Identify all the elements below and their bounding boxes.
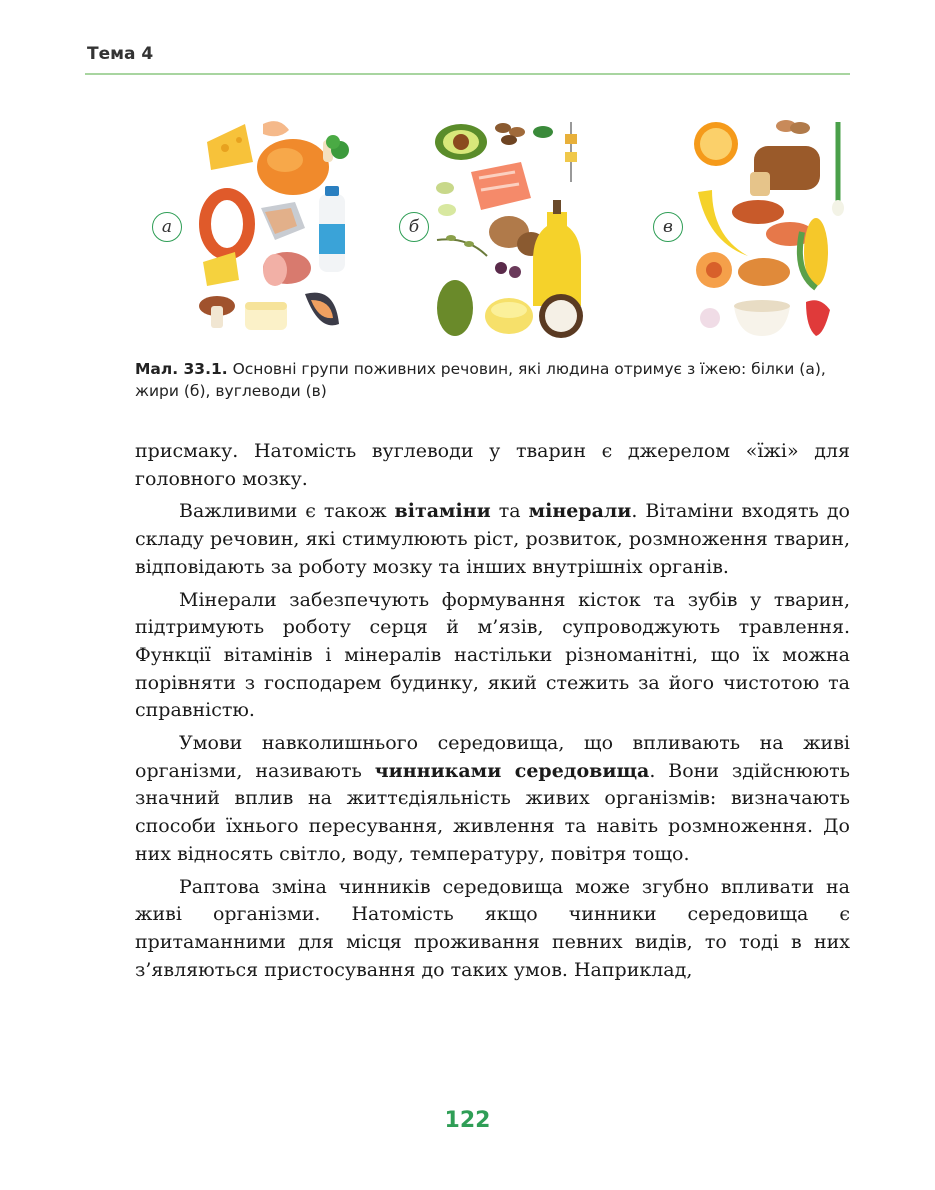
paragraph-4: Умови навколишнього середовища, що впливають на живі організми, називають чинниками середовища. Вони здійснюють значний вплив на життєдіяльність живих організмів: визначають способи їхнього пересування, живлення та навіть розмноження. До них відносять світло, воду, температуру, повітря тощо. bbox=[135, 732, 850, 865]
olive-branch-icon bbox=[437, 235, 487, 256]
paragraph-2: Важливими є також вітаміни та мінерали. Вітаміни входять до складу речовин, які стимулюють ріст, розвиток, розмноження тварин, відповідають за роботу мозку та інших внутрішніх органів. bbox=[135, 500, 850, 578]
butter-icon bbox=[485, 298, 533, 334]
skewer-icon bbox=[565, 122, 577, 182]
ham-icon bbox=[263, 252, 311, 286]
tofu-icon bbox=[245, 302, 287, 330]
term-environmental-factors: чинниками середовища bbox=[374, 759, 650, 782]
header-divider bbox=[85, 73, 850, 75]
bread-icon bbox=[750, 146, 820, 196]
cheese-icon bbox=[207, 124, 253, 170]
leaf-icon bbox=[533, 126, 553, 138]
term-minerals: мінерали bbox=[528, 500, 632, 523]
pear-icon bbox=[437, 280, 473, 336]
orange-icon bbox=[694, 122, 738, 166]
milk-bottle-icon bbox=[319, 186, 345, 272]
label-a: а bbox=[152, 212, 182, 242]
nuts-icon bbox=[495, 123, 525, 145]
fat-foods-illustration bbox=[431, 112, 591, 344]
label-b: б bbox=[399, 212, 429, 242]
carbohydrate-foods-illustration bbox=[690, 112, 850, 344]
shrimp-icon bbox=[263, 121, 289, 136]
term-vitamins: вітаміни bbox=[394, 500, 491, 523]
mushroom-icon bbox=[199, 296, 235, 328]
croissant-icon bbox=[738, 258, 790, 286]
strawberry-icon bbox=[806, 300, 830, 336]
chicken-icon bbox=[257, 139, 333, 195]
topic-header: Тема 4 bbox=[87, 44, 154, 64]
olive-oil-icon bbox=[533, 200, 581, 306]
fish-icon bbox=[261, 202, 305, 240]
mussel-icon bbox=[305, 293, 339, 326]
caption-label: Мал. 33.1. bbox=[135, 360, 228, 378]
peach-icon bbox=[696, 252, 732, 288]
coconut-icon bbox=[539, 294, 583, 338]
garlic-icon bbox=[700, 308, 720, 328]
scallion-icon bbox=[832, 122, 844, 216]
sausage-icon bbox=[205, 194, 249, 254]
cheese-slice-icon bbox=[203, 252, 239, 286]
avocado-icon bbox=[435, 124, 487, 160]
label-v: в bbox=[653, 212, 683, 242]
protein-foods-illustration bbox=[195, 112, 355, 344]
figure-caption bbox=[135, 358, 850, 402]
almonds-icon bbox=[776, 120, 810, 134]
caption-text: Основні групи поживних речовин, які людина отримує з їжею: білки (а), жири (б), вуглеводи (в) bbox=[135, 360, 826, 400]
paragraph-5: Раптова зміна чинників середовища може згубно впливати на живі організми. Натомість якщо чинники середовища є притаманними для місця проживання певних видів, то тоді в них з’являються пристосування до таких умов. Наприклад, bbox=[135, 875, 850, 981]
salmon-icon bbox=[471, 162, 531, 210]
olives-icon bbox=[495, 262, 521, 278]
page-number: 122 bbox=[444, 1108, 491, 1133]
porridge-icon bbox=[734, 300, 790, 336]
banana-icon bbox=[698, 190, 748, 256]
body-text bbox=[135, 438, 850, 989]
paragraph-3: Мінерали забезпечують формування кісток та зубів у тварин, підтримують роботу серця й м’язів, супроводжують травлення. Функції вітамінів і мінералів настільки різноманітні, що їх можна порівняти з господарем будинку, який стежить за його чистотою та справністю. bbox=[135, 588, 850, 722]
food-groups-figure bbox=[135, 112, 850, 344]
pistachio-icon bbox=[436, 182, 456, 216]
paragraph-1: присмаку. Натомість вуглеводи у тварин є джерелом «їжі» для головного мозку. bbox=[135, 440, 850, 490]
